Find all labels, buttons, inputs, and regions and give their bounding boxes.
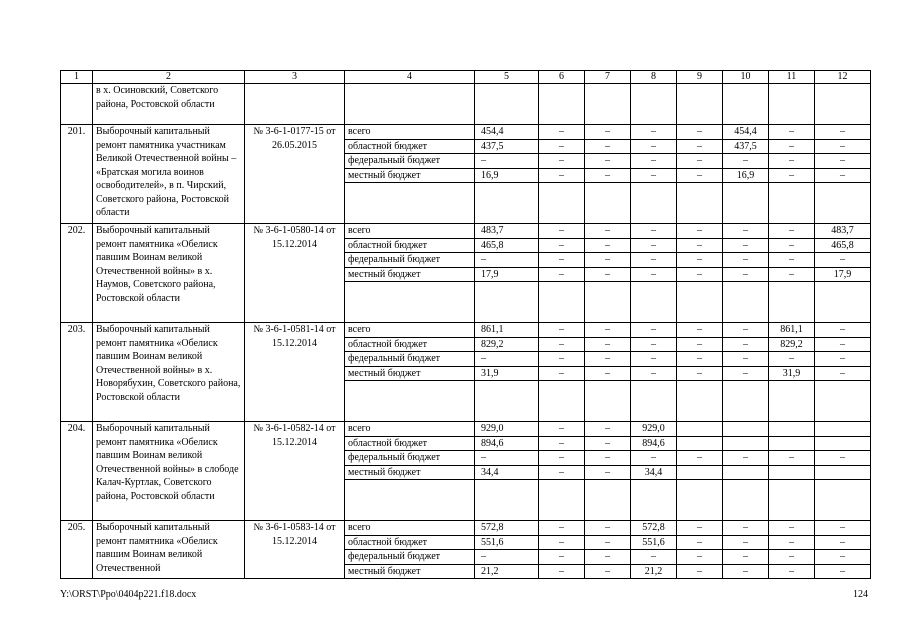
empty-cell	[723, 183, 769, 224]
funding-label-cell: местный бюджет	[345, 564, 475, 579]
continuation-row	[61, 84, 871, 125]
value-cell: –	[539, 267, 585, 282]
document-cell: № 3-6-1-0177-15 от 26.05.2015	[245, 125, 345, 224]
value-cell	[585, 84, 631, 125]
value-cell: –	[539, 564, 585, 579]
value-cell: 34,4	[631, 465, 677, 480]
value-cell: –	[539, 451, 585, 466]
value-cell: –	[723, 267, 769, 282]
column-header: 6	[539, 71, 585, 84]
object-name-cell: Выборочный капитальный ремонт памятника участникам Великой Отечественной войны – «Братская могила воинов освободителей», в п. Чирский, Советского района, Ростовской области	[93, 125, 245, 224]
value-cell: –	[723, 564, 769, 579]
value-cell: –	[539, 323, 585, 338]
value-cell: 17,9	[815, 267, 871, 282]
empty-cell	[539, 183, 585, 224]
value-cell: 861,1	[769, 323, 815, 338]
value-cell: 929,0	[631, 422, 677, 437]
value-cell: –	[723, 224, 769, 239]
object-name-cell: Выборочный капитальный ремонт памятника «Обелиск павшим Воинам великой Отечественной	[93, 521, 245, 579]
empty-cell	[769, 183, 815, 224]
value-cell: –	[585, 224, 631, 239]
empty-cell	[345, 183, 475, 224]
value-cell: –	[815, 125, 871, 140]
column-header: 11	[769, 71, 815, 84]
table-row	[61, 224, 871, 239]
empty-cell	[815, 282, 871, 323]
value-cell: 454,4	[475, 125, 539, 140]
empty-cell	[475, 480, 539, 521]
value-cell: –	[585, 550, 631, 565]
value-cell: –	[677, 323, 723, 338]
value-cell	[769, 436, 815, 451]
value-cell: –	[815, 521, 871, 536]
funding-label-cell: местный бюджет	[345, 168, 475, 183]
empty-cell	[475, 282, 539, 323]
value-cell: 16,9	[723, 168, 769, 183]
empty-cell	[585, 480, 631, 521]
value-cell: –	[631, 267, 677, 282]
column-header: 1	[61, 71, 93, 84]
value-cell: –	[815, 253, 871, 268]
value-cell: –	[815, 352, 871, 367]
value-cell: –	[475, 550, 539, 565]
value-cell: –	[815, 535, 871, 550]
value-cell: –	[475, 253, 539, 268]
empty-cell	[769, 282, 815, 323]
value-cell	[815, 84, 871, 125]
empty-cell	[585, 183, 631, 224]
value-cell: –	[585, 436, 631, 451]
funding-label-cell: всего	[345, 422, 475, 437]
funding-label-cell: федеральный бюджет	[345, 550, 475, 565]
value-cell: –	[677, 238, 723, 253]
value-cell: –	[585, 125, 631, 140]
empty-cell	[585, 381, 631, 422]
value-cell: –	[677, 550, 723, 565]
value-cell: 21,2	[475, 564, 539, 579]
value-cell: –	[585, 352, 631, 367]
value-cell: –	[539, 521, 585, 536]
value-cell: 483,7	[475, 224, 539, 239]
value-cell: 894,6	[475, 436, 539, 451]
column-header: 8	[631, 71, 677, 84]
funding-label-cell: федеральный бюджет	[345, 253, 475, 268]
value-cell: –	[631, 154, 677, 169]
value-cell: –	[815, 451, 871, 466]
value-cell: 454,4	[723, 125, 769, 140]
value-cell: –	[815, 550, 871, 565]
empty-cell	[585, 282, 631, 323]
footer-file-path: Y:\ORST\Ppo\0404p221.f18.docx	[60, 589, 197, 600]
row-number-cell: 204.	[61, 422, 93, 521]
value-cell: –	[539, 168, 585, 183]
value-cell: –	[769, 521, 815, 536]
value-cell: 572,8	[631, 521, 677, 536]
value-cell: –	[677, 267, 723, 282]
value-cell: –	[769, 253, 815, 268]
value-cell: –	[585, 521, 631, 536]
value-cell: –	[677, 564, 723, 579]
value-cell: –	[539, 550, 585, 565]
value-cell: –	[631, 253, 677, 268]
funding-label-cell: областной бюджет	[345, 436, 475, 451]
value-cell: 465,8	[475, 238, 539, 253]
empty-cell	[539, 480, 585, 521]
funding-label-cell: областной бюджет	[345, 337, 475, 352]
footer-page-number: 124	[853, 589, 868, 600]
value-cell: –	[723, 154, 769, 169]
value-cell: –	[677, 125, 723, 140]
value-cell: –	[539, 422, 585, 437]
value-cell: 17,9	[475, 267, 539, 282]
value-cell: 21,2	[631, 564, 677, 579]
value-cell: –	[631, 352, 677, 367]
empty-cell	[723, 282, 769, 323]
value-cell: –	[677, 366, 723, 381]
value-cell	[723, 465, 769, 480]
value-cell: –	[815, 323, 871, 338]
empty-cell	[769, 381, 815, 422]
value-cell: –	[631, 323, 677, 338]
value-cell: –	[539, 352, 585, 367]
value-cell: –	[539, 366, 585, 381]
value-cell: –	[585, 337, 631, 352]
funding-label-cell: местный бюджет	[345, 267, 475, 282]
empty-cell	[475, 381, 539, 422]
value-cell: –	[677, 139, 723, 154]
value-cell: –	[769, 224, 815, 239]
value-cell: –	[585, 238, 631, 253]
table-row	[61, 521, 871, 536]
value-cell: 437,5	[723, 139, 769, 154]
object-name-cell: в х. Осиновский, Советского района, Ростовской области	[93, 84, 245, 125]
column-header: 3	[245, 71, 345, 84]
value-cell: –	[539, 253, 585, 268]
empty-cell	[769, 480, 815, 521]
value-cell: –	[769, 139, 815, 154]
value-cell: 572,8	[475, 521, 539, 536]
table-row	[61, 125, 871, 140]
column-header: 9	[677, 71, 723, 84]
value-cell: –	[539, 154, 585, 169]
value-cell: –	[631, 238, 677, 253]
value-cell: –	[631, 168, 677, 183]
row-number-cell: 203.	[61, 323, 93, 422]
value-cell: –	[631, 366, 677, 381]
value-cell: 437,5	[475, 139, 539, 154]
value-cell: –	[769, 168, 815, 183]
table-row	[61, 422, 871, 437]
row-number-cell	[61, 84, 93, 125]
value-cell: –	[723, 550, 769, 565]
funding-label-cell	[345, 84, 475, 125]
value-cell: –	[769, 451, 815, 466]
value-cell: –	[815, 154, 871, 169]
empty-cell	[677, 183, 723, 224]
value-cell: –	[585, 366, 631, 381]
column-header: 2	[93, 71, 245, 84]
value-cell	[769, 84, 815, 125]
value-cell: –	[475, 451, 539, 466]
value-cell: –	[539, 337, 585, 352]
empty-cell	[345, 381, 475, 422]
value-cell: 861,1	[475, 323, 539, 338]
object-name-cell: Выборочный капитальный ремонт памятника «Обелиск павшим Воинам великой Отечественной войны» в х. Наумов, Советского района, Ростовской области	[93, 224, 245, 323]
empty-cell	[631, 381, 677, 422]
value-cell: –	[631, 451, 677, 466]
value-cell	[723, 422, 769, 437]
value-cell: –	[815, 168, 871, 183]
value-cell: –	[769, 535, 815, 550]
table-body	[61, 71, 871, 579]
value-cell: –	[723, 253, 769, 268]
value-cell: –	[677, 337, 723, 352]
value-cell: –	[677, 253, 723, 268]
value-cell: –	[815, 337, 871, 352]
funding-label-cell: федеральный бюджет	[345, 451, 475, 466]
value-cell: –	[631, 550, 677, 565]
value-cell	[677, 422, 723, 437]
value-cell: –	[631, 139, 677, 154]
value-cell: –	[585, 564, 631, 579]
value-cell: 829,2	[769, 337, 815, 352]
value-cell: –	[723, 366, 769, 381]
value-cell: –	[585, 267, 631, 282]
empty-cell	[723, 381, 769, 422]
value-cell: –	[723, 238, 769, 253]
value-cell: –	[539, 465, 585, 480]
funding-label-cell: федеральный бюджет	[345, 154, 475, 169]
funding-label-cell: всего	[345, 125, 475, 140]
value-cell	[815, 422, 871, 437]
value-cell: –	[631, 125, 677, 140]
value-cell: –	[723, 535, 769, 550]
empty-cell	[677, 381, 723, 422]
column-header: 5	[475, 71, 539, 84]
value-cell: –	[769, 154, 815, 169]
empty-cell	[345, 282, 475, 323]
empty-cell	[815, 480, 871, 521]
funding-label-cell: областной бюджет	[345, 139, 475, 154]
value-cell: –	[475, 154, 539, 169]
value-cell: 551,6	[631, 535, 677, 550]
row-number-cell: 202.	[61, 224, 93, 323]
value-cell: –	[631, 337, 677, 352]
value-cell: –	[475, 352, 539, 367]
value-cell: –	[585, 465, 631, 480]
column-header: 10	[723, 71, 769, 84]
funding-label-cell: местный бюджет	[345, 366, 475, 381]
value-cell: –	[539, 125, 585, 140]
document-cell: № 3-6-1-0580-14 от 15.12.2014	[245, 224, 345, 323]
empty-cell	[345, 480, 475, 521]
value-cell: –	[815, 564, 871, 579]
funding-label-cell: областной бюджет	[345, 535, 475, 550]
empty-cell	[677, 282, 723, 323]
table-row	[61, 323, 871, 338]
column-header: 7	[585, 71, 631, 84]
value-cell: 465,8	[815, 238, 871, 253]
funding-label-cell: областной бюджет	[345, 238, 475, 253]
value-cell: –	[769, 564, 815, 579]
row-number-cell: 201.	[61, 125, 93, 224]
object-name-cell: Выборочный капитальный ремонт памятника «Обелиск павшим Воинам великой Отечественной войны» в слободе Калач-Куртлак, Советского района, Ростовской области	[93, 422, 245, 521]
value-cell	[769, 422, 815, 437]
value-cell: –	[769, 550, 815, 565]
document-cell: № 3-6-1-0583-14 от 15.12.2014	[245, 521, 345, 579]
value-cell: 829,2	[475, 337, 539, 352]
value-cell: –	[769, 352, 815, 367]
value-cell: –	[677, 154, 723, 169]
empty-cell	[815, 381, 871, 422]
value-cell: –	[815, 139, 871, 154]
value-cell: –	[723, 451, 769, 466]
value-cell: –	[539, 535, 585, 550]
value-cell	[769, 465, 815, 480]
value-cell: –	[539, 224, 585, 239]
empty-cell	[631, 282, 677, 323]
value-cell	[677, 465, 723, 480]
value-cell: –	[585, 168, 631, 183]
empty-cell	[631, 480, 677, 521]
value-cell: –	[723, 521, 769, 536]
value-cell: –	[631, 224, 677, 239]
value-cell	[539, 84, 585, 125]
value-cell: –	[815, 366, 871, 381]
column-header: 12	[815, 71, 871, 84]
value-cell: –	[539, 238, 585, 253]
value-cell: –	[723, 323, 769, 338]
column-header: 4	[345, 71, 475, 84]
value-cell: –	[677, 521, 723, 536]
value-cell: –	[585, 154, 631, 169]
value-cell	[475, 84, 539, 125]
value-cell: –	[677, 352, 723, 367]
value-cell	[815, 465, 871, 480]
value-cell	[677, 84, 723, 125]
value-cell: –	[769, 238, 815, 253]
value-cell	[815, 436, 871, 451]
value-cell: 31,9	[475, 366, 539, 381]
funding-label-cell: всего	[345, 521, 475, 536]
value-cell: 483,7	[815, 224, 871, 239]
value-cell: –	[585, 422, 631, 437]
value-cell: 551,6	[475, 535, 539, 550]
header-row	[61, 71, 871, 84]
row-number-cell: 205.	[61, 521, 93, 579]
value-cell	[677, 436, 723, 451]
document-cell: № 3-6-1-0581-14 от 15.12.2014	[245, 323, 345, 422]
value-cell: 16,9	[475, 168, 539, 183]
value-cell	[723, 436, 769, 451]
document-cell	[245, 84, 345, 125]
value-cell	[723, 84, 769, 125]
value-cell: –	[585, 451, 631, 466]
value-cell: 894,6	[631, 436, 677, 451]
funding-label-cell: всего	[345, 224, 475, 239]
value-cell: –	[677, 224, 723, 239]
empty-cell	[539, 381, 585, 422]
empty-cell	[631, 183, 677, 224]
value-cell: 929,0	[475, 422, 539, 437]
value-cell: –	[769, 125, 815, 140]
funding-label-cell: всего	[345, 323, 475, 338]
funding-label-cell: федеральный бюджет	[345, 352, 475, 367]
empty-cell	[539, 282, 585, 323]
budget-table	[60, 70, 871, 579]
value-cell: –	[585, 535, 631, 550]
value-cell: –	[769, 267, 815, 282]
document-cell: № 3-6-1-0582-14 от 15.12.2014	[245, 422, 345, 521]
empty-cell	[677, 480, 723, 521]
value-cell: –	[585, 139, 631, 154]
value-cell: –	[539, 436, 585, 451]
value-cell: 34,4	[475, 465, 539, 480]
empty-cell	[475, 183, 539, 224]
value-cell: –	[585, 323, 631, 338]
empty-cell	[815, 183, 871, 224]
value-cell: –	[677, 535, 723, 550]
value-cell: 31,9	[769, 366, 815, 381]
value-cell: –	[723, 352, 769, 367]
object-name-cell: Выборочный капитальный ремонт памятника «Обелиск павшим Воинам великой Отечественной войны» в х. Новорябухин, Советского района, Ростовской области	[93, 323, 245, 422]
value-cell: –	[677, 451, 723, 466]
value-cell: –	[723, 337, 769, 352]
value-cell: –	[539, 139, 585, 154]
value-cell	[631, 84, 677, 125]
value-cell: –	[677, 168, 723, 183]
value-cell: –	[585, 253, 631, 268]
funding-label-cell: местный бюджет	[345, 465, 475, 480]
empty-cell	[723, 480, 769, 521]
